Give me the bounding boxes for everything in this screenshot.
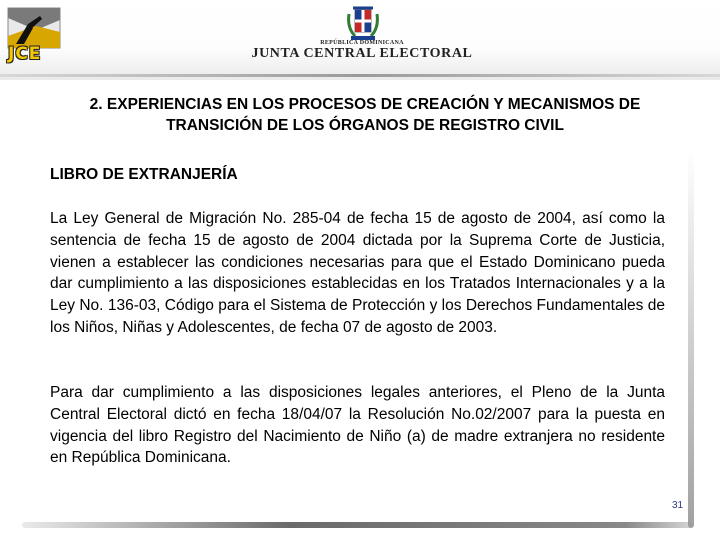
paragraph-1: La Ley General de Migración No. 285-04 de fecha 15 de agosto de 2004, así como la sentencia de fecha 15 de agosto de 2004 dictada por la Suprema Corte de Justicia, vienen a establecer las condiciones necesarias para que el Estado Dominicano pueda dar cumplimiento a las disposiciones establecidas en los Tratados Internacionales y a la Ley No. 136-03, Código para el Sistema de Protección y los Derechos Fundamentales de los Niños, Niñas y Adolescentes, de fecha 07 de agosto de 2003. (50, 210, 665, 336)
slide-heading (40, 94, 690, 136)
section-subheading: LIBRO DE EXTRANJERÍA (50, 166, 238, 183)
institution-title: JUNTA CENTRAL ELECTORAL (251, 46, 473, 61)
republic-label: REPÚBLICA DOMINICANA (320, 40, 404, 46)
page-number: 31 (672, 500, 684, 511)
dominican-coat-of-arms-icon (343, 6, 383, 44)
heading-line-2: TRANSICIÓN DE LOS ÓRGANOS DE REGISTRO CIVIL (166, 117, 564, 134)
heading-line-1: 2. EXPERIENCIAS EN LOS PROCESOS DE CREACIÓN Y MECANISMOS DE (89, 96, 641, 113)
page-shadow-bottom (22, 522, 692, 528)
header-divider (0, 74, 720, 77)
page-shadow-right (688, 150, 694, 528)
paragraph-2: Para dar cumplimiento a las disposiciones legales anteriores, el Pleno de la Junta Central Electoral dictó en fecha 18/04/07 la Resolución No.02/2007 para la puesta en vigencia del libro Registro del Nacimiento de Niño (a) de madre extranjera no residente en República Dominicana. (50, 384, 665, 467)
logo-text: JCE (8, 44, 42, 64)
